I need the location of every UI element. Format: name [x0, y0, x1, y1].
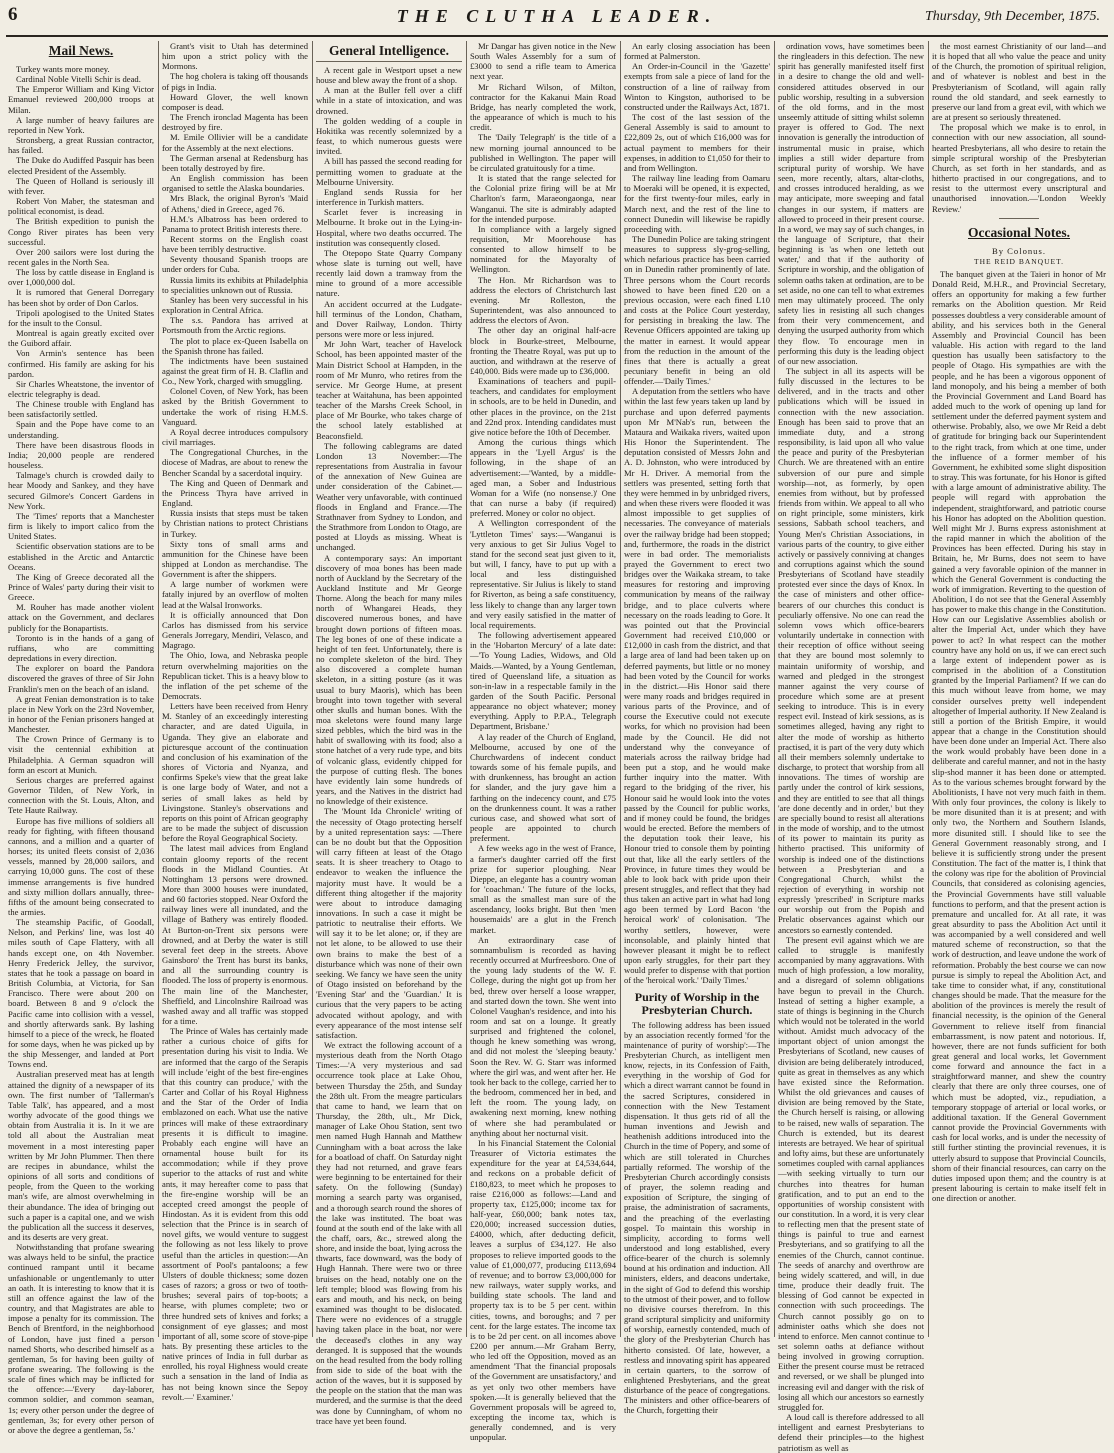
paragraph: Examinations of teachers and pupil-teachers, and candidates for employment in schools, are to be held in Dunedin, and other places in the province, on the 21st and 22nd prox. Intending candidates must give notice before the 10th of December.: [470, 376, 616, 437]
mail-news-continued: [162, 41, 308, 1402]
paragraph: M. Emile Ollivier will be a candidate for the Assembly at the next elections.: [162, 132, 308, 153]
paragraph: The following advertisement appeared in the 'Hobarton Mercury' of a late date:—'To Young Ladies, Widows, and Old Maids.—Wanted, by a Young Gentleman, tired of Queensland life, a situation as son-in-law in a respectable family in the garden of the South Pacific. Personal appearance no object whatever; money everything. Apply to P.P.A., Telegraph Department, Brisbane.': [470, 630, 616, 732]
paragraph: A deputation from the settlers who have within the last few years taken up land by purchase and upon deferred payments upon Mr M'Nab's run, between the Mataura and Waikaka rivers, waited upon His Honor the Superintendent. The deputation consisted of Messrs John and A. D. Johnston, who were introduced by Mr H. Driver. A memorial from the settlers was presented, setting forth that they were hemmed in by unbridged rivers, and when these rivers were flooded it was almost impossible to get supplies of necessaries. The conveyance of materials over the railway bridge had been stopped; and, furthermore, the roads in the district were in bad order. The memorialists prayed the Government to erect two bridges over the Waikaka stream, to take measures for restoring and improving communication by means of the railway bridge, and to place culverts where necessary on the roads leading to Gore. It was pointed out that the Provincial Government had received £10,000 or £12,000 in cash from the district, and that a large area of land had been taken up on deferred payments, but little or no money had been voted by the Council for works in the district.—His Honor said there were many roads and bridges required in various parts of the Province, and of course the Executive could not execute works, for which no provision had been made by the Council. He did not understand why the conveyance of materials across the railway bridge had been put a stop, and he would make further inquiry into the matter. With regard to the bridging of the river, his Honour said he would look into the votes passed by the Council for public works, and if money could be found, the bridges would be erected. Before the members of the deputation took their leave, his Honour tried to console them by pointing out that, like all the early settlers of the Province, in future times they would be able to look back with pride upon their present struggles, and reflect that they had thus taken an active part in what had long ago been termed by Lord Bacon 'the heroical work' of colonisation. 'The worthy settlers, however, were inconsolable, and plainly hinted that however pleasant it might be to reflect upon early struggles, for their part they would prefer to dispense with that portion of the 'heroical work.' 'Daily Times.': [624, 386, 770, 986]
paragraph: The Hon. Mr Richardson was to address the electors of Christchurch last evening. Mr Rolleston, the Superintendent, was also announced to address the electors of Avon.: [470, 274, 616, 326]
paragraph: The 'Mount Ida Chronicle' writing of the necessity of Otago protecting herself by a united representation says: —There can be no doubt but that the Opposition will carry fifteen at least of the Otago seats. It is sheer treachery to Otago to endeavor to weaken the influence the majority must have. It would be a different thing altogether if the majority were about to introduce damaging innovations. In such a case it might be patriotic to neutralise their efforts. We will say it to be let alone; or, if they are not let alone, to be allowed to use their own brains to make the best of a disturbance which was none of their own seeking. We fancy we have seen the unity of Otago insisted on beforehand by the 'Evening Star' and the 'Guardian.' It is curious that the very papers to be acting advocated without apology, and with every appearance of the most intense self satisfaction.: [316, 806, 462, 1040]
paragraph: An extraordinary case of somnambulism is recorded as having recently occurred at Murfreesboro. One of the young lady students of the W. F. College, during the night got up from her bed, threw over herself a loose wrapper, and started down the town. She went into Colonel Vaughan's residence, and into his room and sat on a lounge. It greatly surprised and frightened the colonel, though he knew something was wrong, and did not molest the 'sleeping beauty.' Soon the Rev. W. G. Starr was informed where the girl was, and went after her. He took her back to the college, carried her to the bedroom, commenced her in bed, and left the room. The young lady, on awakening next morning, knew nothing of where she had perambulated or anything about her nocturnal visit.: [470, 934, 616, 1138]
paragraph: The 'Daily Telegraph' is the title of a new morning journal announced to be published in Wellington. The paper will be circulated gratuitously for a time.: [470, 132, 616, 173]
paragraph: In his Financial Statement the Colonial Treasurer of Victoria estimates the expenditure for the year at £4,534,644, and reckons on a probable deficit of £180,823, to meet which he proposes to raise £216,000 as follows:—Land and property tax, £125,000; income tax for half-year, £60,000; bank notes tax, £20,000; increased succession duties, £4000, which, after deducting deficit, leaves a surplus of £34,127. He also proposes to relieve imported goods to the value of £1,000,077, producing £113,694 of revenue; and to borrow £3,000,000 for new railways, water supply works, and building state schools. The land and property tax is to be 5 per cent. within cities, towns, and boroughs; and 7 per cent. for the large estates. The income tax is to be 2d per cent. on all incomes above £200 per annum.—Mr Graham Berry, who led off the Opposition, moved as an amendment 'That the financial proposals of the Government are unsatisfactory,' and as yet only two other members have spoken.—It is generally believed that the Government proposals will be agreed to, excepting the income tax, which is generally condemned, and is very unpopular.: [470, 1137, 616, 1443]
column-2: [162, 41, 308, 1402]
paragraph: It is officially announced that Don Carlos has dismissed from his service Generals Jorregary, Mendiri, Velasco, and Magrago.: [162, 609, 308, 651]
paragraph: The plot to place ex-Queen Isabella on the Spanish throne has failed.: [162, 335, 308, 356]
paragraph: It is rumored that General Dorregary has been shot by order of Don Carlos.: [8, 287, 154, 308]
paragraph: The s.s. Pandora has arrived at Portsmouth from the Arctic regions.: [162, 315, 308, 336]
paragraph: A lay reader of the Church of England, Melbourne, accused by one of the Churchwardens of indecent conduct towards some of his female pupils, and with drunkenness, has brought an action for slander, and the jury gave him a farthing on the indecency count, and £75 on the drunkenness count. It was a rather curious case, and showed what sort of people are appointed to church preferment.: [470, 731, 616, 844]
paragraph: The explorer on board the Pandora discovered the graves of three of Sir John Franklin's men on the beach of an island.: [8, 663, 154, 694]
paragraph: Recent storms on the English coast have been terribly destructive.: [162, 233, 308, 255]
paragraph: Over 200 sailors were lost during the recent gales in the North Sea.: [8, 246, 154, 267]
paragraph: Sixty tons of small arms and ammunition for the Chinese have been shipped at London as merchandise. The Government is after the shippers.: [162, 538, 308, 580]
paragraph: Serious charges are preferred against Governor Tilden, of New York, in connection with the St. Louis, Alton, and Tete Haute Railway.: [8, 774, 154, 816]
mail-news-body: [8, 64, 154, 1435]
paragraph: The Queen of Holland is seriously ill with fever.: [8, 175, 154, 196]
paragraph: We extract the following account of a mysterious death from the North Otago Times:—'A very mysterious and sad occurrence took place at Lake Ohou, between Thursday the 25th, and Sunday the 28th ult. From the meagre particulars that came to hand, we learn that on Thursday, the 28th, ult., Mr Dick, manager of Lake Ohou Station, sent two men named Hugh Hannah and Matthew Cunningham with a boat across the lake for a boatload of chaff. On Saturday night they had not returned, and grave fears were beginning to be entertained for their safety. On the following (Sunday) morning a search party was organised, and a thorough search round the shores of the lake was instituted. The boat was found at the south end of the lake with all the chaff, oars, &c., strewed along the shore, and inside the boat, lying across the thwarts, face downward, was the body of Hugh Hannah. There were two or three bruises on the head, notably one on the left temple; blood was flowing from his ears and mouth, and his neck, on being examined was thought to be dislocated. There were no evidences of a struggle having taken place in the boat, nor were the deceased's clothes in any way deranged. It is supposed that the wounds on the head resulted from the body rolling from side to side of the boat with the action of the waves, but it is supposed by the people on the station that the man was murdered, and the surmise is that the deed was done by Cunningham, of whom no trace have yet been found.: [316, 1040, 462, 1426]
paragraph: The loss by cattle disease in England is over 1,000,000 dol.: [8, 267, 154, 288]
paragraph: It is stated that the range selected for the Colonial prize firing will be at Mr Charlton's farm, Maraeongaonga, near Wanganui. The site is admirably adapted for the intended purpose.: [470, 173, 616, 224]
general-intelligence-body: [316, 65, 462, 1426]
general-intelligence-heading: General Intelligence.: [316, 41, 462, 62]
column-3: [316, 41, 462, 1426]
paragraph: The following cablegrams are dated London 13 November:—The representations from Australia in favour of the annexation of New Guinea are under consideration of the Cabinet.—Weather very unfavorable, with continued floods in England and France.—The Strathnaver from Sydney to London, and the Strathmore from London to Otago, are posted at Lloyds as missing. Wheat is unchanged.: [316, 440, 462, 553]
paragraph: An accident occurred at the Ludgate-hill terminus of the London, Chatham, and Dover Railway, London. Thirty persons were more or less injured.: [316, 298, 462, 340]
purity-of-worship-body: [624, 1020, 770, 1416]
paragraph: The British expedition to punish the Congo River pirates has been very successful.: [8, 216, 154, 247]
paragraph: A few weeks ago in the west of France, a farmer's daughter carried off the first prize for superior ploughing. Near Dieppe, an elegante has a country woman for 'coachman.' The future of the locks, small as the smallest man sure of the ascendancy, looks bright. But then 'men housemaids' are a glut in the French market.: [470, 843, 616, 935]
occasional-notes-heading: Occasional Notes.: [968, 224, 1070, 240]
purity-of-worship-continued: [778, 41, 924, 1453]
paragraph: Mr Dangar has given notice in the New South Wales Assembly for a sum of £3000 to send a rifle team to America next year.: [470, 41, 616, 82]
column-rule: [466, 41, 467, 1337]
column-rule: [774, 41, 775, 1337]
paragraph: Stanley has been very successful in his exploration in Central Africa.: [162, 294, 308, 316]
paragraph: Notwithstanding that profane swearing was always held to be sinful, the practice continued rampant until it became unfashionable or ungentlemanly to utter an oath. It is interesting to know that it is still an offence against the law of the country, and that Magistrates are able to impose a penalty for its commission. The Bench of Brentford, in the neighborhood of London, have just fined a person named Shorts, who described himself as a gentleman, 5s for having been guilty of profane swearing. The following is the scale of fines which may be inflicted for the offence:—'Every day-laborer, common soldier, and common seaman, 1s; every other person under the degree of gentleman, 3s; for every other person of or above the degree a gentleman, 5s.': [8, 1242, 154, 1435]
paragraph: The Prince of Wales has certainly made rather a curious choice of gifts for presentation during his visit to India. We are informed that the cargo of the Serapis will include 'eight of the best fire-engines that this country can produce,' with the Carter and Collar of his Royal Highness and the Star of the Order of India emblazoned on each. What use the native princes will make of these extraordinary presents it is difficult to imagine. Probably each engine will have an ornamental house built for its accommodation; while if they prove superior to the attacks of rust and white ants, it may hereafter come to pass that the fire-engine worship will be an accepted creed amongst the people of Hindostan. As it is evident from this odd selection that the Prince is in search of novel gifts, we would venture to suggest the following as not less likely to prove useful than the articles in question:—An assortment of Pool's pantaloons; a few Ulsters of double thickness; some dozen cases of razors; a gross or two of tooth-brushes; several pairs of top-boots; a hearse, with plumes complete; two or three hundred sets of knives and forks; a consignment of eye glasses; and most important of all, some score of stove-pipe hats. By presenting these articles to the native princes of India in full durbar as enrolled, his royal Highness would create such a sensation in the land of India as has not being known since the Sepoy revolt.—' Examiner.': [162, 1026, 308, 1402]
paragraph: The present evil against which we are called to struggle is manifestly accompanied by many aggravations. With much of high profession, a low morality, and a disregard of solemn obligations have begun to prevail in the Church. Instead of setting a higher example, a state of things is beginning in the Church which would not be tolerated in the world without. Amidst much advocacy of the important object of union amongst the Presbyterians of Scotland, new causes of division are being deliberately introduced, quite as great in themselves as any which have existed since the Reformation. Whilst the old grievances and causes of division are being removed by the State, the Church herself is raising, or allowing to be raised, new walls of separation. The Church is extended, but its dearest interests are betrayed. We hear of spiritual and lofty aims, but these are unfortunately sometimes coupled with carnal appliances—with seeking virtually to turn our churches into theatres for human gratification, and to put an end to the opportunities of worship consistent with our constitution. In a word, it is very clear to reflecting men that the present state of things is painful to true and earnest Presbyterians, and so gratifying to all the enemies of the Church, cannot continue. The seeds of anarchy and overthrow are being widely scattered, and will, in due time, produce their deadly fruit. The blessing of God cannot be expected in connection with such proceedings. The Church cannot possibly go on to administer oaths which she does not intend to enforce. Men cannot continue to set solemn oaths at defiance without being involved in growing corruption. Either the present course must be retraced and reversed, or we shall be plunged into increasing evil and danger with the risk of losing all which our ancestors so earnestly struggled for.: [778, 934, 924, 1412]
paragraph: A large number of workmen were fatally injured by an overflow of molten lead at the Walsal Ironworks.: [162, 579, 308, 610]
column-rule: [312, 41, 313, 1337]
paragraph: There have been disastrous floods in India; 20,000 people are rendered houseless.: [8, 439, 154, 471]
paragraph: A great Fenian demonstration is to take place in New York on the 23rd November, in honor of the Fenian prisoners hanged at Manchester.: [8, 693, 154, 735]
paragraph: Colonel Coven, of New York, has been asked by the British Government to undertake the work of rising H.M.S. Vanguard.: [162, 386, 308, 427]
paragraph: Montreal is again greatly excited over the Guibord affair.: [8, 328, 154, 349]
paragraph: Sir Charles Wheatstone, the inventor of electric telegraphy is dead.: [8, 378, 154, 399]
paragraph: Tripoli apologised to the United States for the insult to the Consul.: [8, 307, 154, 328]
paragraph: The Ohio, Iowa, and Nebraska people return overwhelming majorities on the Republican ticket. This is a heavy blow to the inflation of the pet scheme of the Democrats.: [162, 650, 308, 701]
paragraph: Robert Von Maber, the statesman and political economist, is dead.: [8, 196, 154, 217]
paragraph: In compliance with a largely signed requisition, Mr Moorehouse has consented to allow himself to be nominated for the Mayoralty of Wellington.: [470, 223, 616, 275]
paragraph: Scientific observation stations are to be established in the Arctic and Antarctic Oceans.: [8, 541, 154, 572]
column-7: [932, 41, 1106, 1337]
paragraph: The subject in all its aspects will be fully discussed in the lectures to be delivered, and in the tracts and other publications which will be issued in connection with the new association. Enough has been said to prove that an immediate duty, and a strong responsibility, is laid upon all who value the peace and purity of the Presbyterian Church. We are threatened with an entire subversion of our pure and simple worship—not, as formerly, by open enemies from without, but by professed friends from within. We appeal to all who on right principle, some ministers, kirk sessions, Sabbath school teachers, and Young Men's Christian Associations, in various parts of the country, to give either actively or passively conniving at changes and corruptions against which the sound Presbyterians of Scotland have steadily protested ever since the days of Knox. In the case of ministers and other office-bearers of our churches this conduct is peculiarly offensive. No one can read the solemn vows which office-bearers voluntarily undertake in connection with their reception of office without seeing that they are bound most solemnly to maintain uniformity of worship, and warned and pledged in the strongest manner against the very course of procedure which some are at present seeking to introduce. This is in every respect evil. Instead of kirk sessions, as is sometimes alleged, having any right to alter the mode of worship as hitherto practised, it is part of the very duty which all their members solemnly undertake to discharge, to protect that worship from all innovations. The times of worship are partly under the control of kirk sessions, and they are entitled to see that all things 'are done decently and in order,' but they are specially bound to resist all alterations in the mode of worship, and to the utmost of its power to maintain its purity as hitherto practised. This uniformity of worship is indeed one of the distinctions between a Presbyterian and a Congregational Church, whilst the rejection of everything in worship not expressly 'prescribed' in Scripture marks our worship out from the Popish and Prelatic observances against which our ancestors so earnestly contended.: [778, 366, 924, 935]
paragraph: The hog cholera is taking off thousands of pigs in India.: [162, 71, 308, 92]
paragraph: The banquet given at the Taieri in honor of Mr Donald Reid, M.H.R., and Provincial Secretary, offers an opportunity for making a few further remarks on the Abolition question. Mr Reid possesses doubtless a very considerable amount of ability, and his services both in the General Assembly and Provincial Council has been valuable. His action with regard to the land question has usually been satisfactory to the people of Otago. His sympathies are with the people, and he has been a vigorous opponent of land monopoly, and his being a member of both the Provincial Government and Land Board has added much to the work of opening up land for settlement under the deferred payment system and otherwise. Probably, also, we owe Mr Reid a debt of gratitude for bringing back our Superintendent to the right track, from which at one time, under the influence of a former member of his Government, he exhibited some slight disposition to stray. This was fortunate, for his Honor is gifted with a large amount of administrative ability. The people will regard with approbation the independent, straightforward, and patriotic course his Honor has adopted on the Abolition question. Well might Mr J. Burns express astonishment at the rapid manner in which the abolition of the Provinces has been effected. During his stay in Britain, he, Mr Burns, does not seem to have gained a very favorable opinion of the manner in which the General Government is conducting the work of immigration. Reverting to the question of Abolition, I do not see that the General Assembly has power to make this change in the Constitution. How can our Legislative Assemblies abolish or alter the Imperial Act, under which they have power to act? In what respect can the mother country have any hold on us, if we can erect such a large extent of independent power as is comprised in the abolition of a Constitution granted by the Imperial Parliament? If we can do this much without leave from home, we may consider ourselves pretty well independent altogether of Imperial authority. If New Zealand is still a portion of the British Empire, it would appear that a change in the Constitution should have been done under an Imperial Act. There also the work would probably have been done in a deliberate and careful manner, and not in the hasty slip-shod manner it has been done or attempted. As to the various schemes brought forward by the Abolitionists, I have not very much faith in them. With only four provinces, the colony is likely to be more disunited than it is at present; and with only two, the Northern and Southern Islands, more disunited still. I should like to see the General Government reasonably strong, and I believe it is sufficiently strong under the present Constitution. The fact of the matter is, I think that the colony was ripe for the abolition of Provincial Councils, that considered as colonising agencies, the Provincial Governments have still valuable functions to perform, and that the present action is premature and uncalled for. At all rate, it was great absurdity to pass the Abolition Act until it was accompanied by a well considered and well matured scheme of reconstruction, so that the work of destruction, and leave undone the work of reformation. Probably the best course we can now pursue is simply to repeal the Abolition Act, and take time to consider what, if any, constitutional changes should be made. That the measure for the abolition of the provinces is merely the result of financial necessity, is the opinion of the General Government to relieve itself from financial embarrassment, is now patent and notorious. If, however, there are not funds sufficient for both great general and local works, let Government come forward and announce the fact in a straightforward manner, and shew the country clearly that there are only three courses, one of which must be adopted, viz., repudiation, a temporary stoppage of arterial or local works, or additional taxation. If the General Government cannot provide the Provincial Governments with cash for local works, and is under the necessity of still further stinting the provincial revenues, it is utterly absurd to suppose that Provincial Councils, shorn of their financial resources, can carry on the duties imposed upon them; and the country is at present labouring is certain to make itself felt in one direction or another.: [932, 268, 1106, 1204]
paragraph: Stronsberg, a great Russian contractor, has failed.: [8, 135, 154, 156]
page-number: 6: [8, 4, 18, 25]
paragraph: Seventy thousand Spanish troops are under orders for Cuba.: [162, 254, 308, 275]
paragraph: H.M.'s Albatross has been ordered to Panama to protect British interests there.: [162, 213, 308, 234]
paragraph: Mr Richard Wilson, of Milton, contractor for the Kakanui Main Road Bridge, has nearly completed the work, the appearance of which is much to his credit.: [470, 81, 616, 133]
paragraph: The German arsenal at Redensburg has been totally destroyed by fire.: [162, 152, 308, 173]
paragraph: Mrs Black, the original Byron's 'Maid of Athens,' died in Greece, aged 76.: [162, 193, 308, 214]
paragraph: Letters have been received from Henry M. Stanley of an exceedingly interesting character, and are dated Uiguila, in Uganda. They give an elaborate and picturesque account of the continuation and conclusion of his examination of the shores of Victoria and Nyanza, and confirms Speke's view that the great lake is one large body of Water, and not a series of small lakes as held by Livingstone. Stanley's observations and reports on this point of African geography are to be made the subject of discussion before the Royal Geographical Society.: [162, 701, 308, 844]
general-intelligence-continued: [470, 41, 616, 1443]
paragraph: Australian preserved meat has at length attained the dignity of a newspaper of its own. The first number of 'Tallerman's Table Talk', has appeared, and a most worthy advocate of the good things we obtain from Australia it is. In it we are told all about the Australian meat movement in a most interesting paper written by Mr John Plummer. Then there are recipes in abundance, whilst the opinions of all sorts and conditions of people, from the Queen to the working man's wife, are almost overwhelming in their abundance. The idea of bringing out such a paper is a capital one, and we wish the publication all the success it deserves, and its deserts are very great.: [8, 1069, 154, 1242]
paragraph: A recent gale in Westport upset a new house and blew away the front of a shop.: [316, 65, 462, 86]
paragraph: An English commission has been organised to settle the Alaska boundaries.: [162, 173, 308, 194]
column-rule: [158, 41, 159, 1337]
paragraph: A loud call is therefore addressed to all intelligent and earnest Presbyterians to defend their principles—to the highest patriotism as well as: [778, 1412, 924, 1453]
paragraph: The steamship Pacific, of Goodall, Nelson, and Perkins' line, was lost 40 miles south of Cape Flattery, with all hands except one, on 4th November. Henry Frederick Jelley, the survivor, states that he took a passage on board in British Columbia, at Victoria, for San Francisco. There were about 200 on board. Between 8 and 9 o'clock the Pacific came into collision with a vessel, and shortly afterwards sank. By lashing himself to a piece of the wreck, he floated for some days, when he was picked up by the ship Messenger, and landed at Port Towns end.: [8, 917, 154, 1070]
paragraph: Talmage's church is crowded daily to hear Moody and Sankey, and they have secured Gilmore's Concert Gardens in New York.: [8, 470, 154, 511]
paragraph: A man at the Buller fell over a cliff while in a state of intoxication, and was drowned.: [316, 85, 462, 116]
paragraph: A Royal decree introduces compulsory civil marriages.: [162, 426, 308, 448]
column-rule: [928, 41, 929, 1337]
purity-of-worship-end: [932, 41, 1106, 214]
column-6: [778, 41, 924, 1453]
paragraph: The latest mail advices from England contain gloomy reports of the recent floods in the Midland Counties. At Nottingham 13 persons were drowned. More than 3000 houses were inundated, and 60 factories stopped. Near Oxford the railway lines were all inundated, and the village of Bathery was entirely flooded. At Burton-on-Trent six persons were drowned, and at Derby the water is still several feet deep in the streets. Above Gainsboro' the Trent has burst its banks, and all the surrounding country is flooded. The loss of property is enormous. The main line of the Manchester, Sheffield, and Lincolnshire Railroad was washed away and all traffic was stopped for a time.: [162, 843, 308, 1026]
paragraph: The Duke do Audiffed Pasquir has been elected President of the Assembly.: [8, 155, 154, 176]
paragraph: Scarlet fever is increasing in Melbourne. It broke out in the Lying-in-Hospital, where two deaths occurred. The institution was consequently closed.: [316, 207, 462, 248]
paragraph: A contemporary says: An important discovery of moa bones has been made north of Auckland by the Secretary of the Auckland Institute and Mr George Thorne. Along the beach for many miles north of Whangarei Heads, they discovered numerous bones, and have brought down portions of fifteen moas. The leg bones of one of these indicate a height of ten feet. Unfortunately, there is no complete skeleton of the bird. They also discovered a complete human skeleton, in a sitting posture (as it was usual to bury Maoris), which has been brought into town together with several other skulls and human bones. With the moa skeletons were found many large sized pebbles, which the bird was in the habit of swallowing with its food; also a stone hatchet of a very rude type, and bits of volcanic glass, evidently chipped for the purpose of cutting flesh. The bones have evidently lain some hundreds of years, and the Natives in the district had no knowledge of their existence.: [316, 552, 462, 807]
paragraph: An Order-in-Council in the 'Gazette' exempts from sale a piece of land for the construction of a line of railway from Winton to Kingston, authorised to be constructed under the Railways Act, 1871.: [624, 61, 770, 112]
masthead: [0, 0, 1114, 40]
paragraph: The proposal which we make is to enrol, in connection with our new association, all sound-hearted Presbyterians, all who desire to retain the simple scriptural worship of the Presbyterian Church, as set forth in her standards, and as hitherto practised in our congregations, and to resist to the uttermost every unscriptural and unauthorised innovation.—'London Weekly Review.': [932, 122, 1106, 214]
paragraph: The Emperor William and King Victor Emanuel reviewed 200,000 troops at Milan.: [8, 84, 154, 115]
subheading: THE REID BANQUET.: [974, 256, 1064, 266]
column-1: [8, 41, 154, 1435]
paragraph: The King and Queen of Denmark and the Princess Thyra have arrived in England.: [162, 477, 308, 509]
column-4: [470, 41, 616, 1443]
paragraph: Howard Glover, the well known composer is dead.: [162, 91, 308, 112]
general-intelligence-end: [624, 41, 770, 986]
paragraph: The Crown Prince of Germany is to visit the centennial exhibition at Philadelphia. A German squadron will form an escort at Munich.: [8, 734, 154, 775]
paragraph: Grant's visit to Utah has determined him upon a strict policy with the Mormons.: [162, 41, 308, 72]
issue-date: Thursday, 9th December, 1875.: [925, 9, 1100, 24]
paragraph: ordination vows, have sometimes been the ringleaders in this defection. The new spirit has generally manifested itself first in a desire to change the old and well-considered attitudes observed in our public worship, resulting in a subversion of the old forms, and in the most unseemly attitude of sitting whilst solemn prayer is offered to God. The next innovation is generally the introduction of instrumental music in praise, which implies a still wider departure from scriptural purity of worship. We have seen, more recently, altars, altar-cloths, and crosses introduced heralding, as we may anticipate, more sweeping and fatal changes in our system, if matters are allowed to proceed in their present course. In a word, we may say of such changes, in the language of Scripture, that their beginning is 'as when one letteth out water,' and that if the authority of Scripture in worship, and the obligation of solemn oaths taken at ordination, are to be set aside, no one can tell to what extremes men may ultimately proceed. The only safety lies in resisting all such changes from their very commencement, and denying the usurped authority from which they flow. To encourage men in performing this duty is the leading object of our new association.: [778, 41, 924, 366]
masthead-rule: [6, 35, 1108, 37]
occasional-notes-body: [932, 269, 1106, 1203]
mail-news-heading: Mail News.: [48, 43, 114, 58]
paragraph: M. Rouher has made another violent attack on the Government, and declares publicly for the Bonapartists.: [8, 602, 154, 633]
paragraph: Among the curious things which appears in the 'Lyell Argus' is the following, in the shape of an advertisement:—'Wanted, by a middle-aged man, a Sober and Industrious Woman for a Wife (no nonsense.)' One that can nurse a baby (if required) preferred. Money or color no object.: [470, 437, 616, 519]
paragraph: England sends Russia for her interference in Turkish matters.: [316, 186, 462, 208]
paragraph: Mr John Wart, teacher of Havelock School, has been appointed master of the Main District School at Hampden, in the room of Mr Munro, who retires from the service. Mr George Hume, at present teacher at Waitahuna, has been appointed teacher of the Marshs Creek School, in place of Mr Bourke, who takes charge of the school lately established at Beaconsfield.: [316, 339, 462, 441]
paragraph: A large number of heavy failures are reported in New York.: [8, 114, 154, 135]
paragraph: The other day an original half-acre block in Bourke-street, Melbourne, fronting the Theatre Royal, was put up to auction, and withdrawn at the reserve of £40,000. Bids were made up to £36,000.: [470, 325, 616, 376]
column-rule: [620, 41, 621, 1337]
paragraph: Cardinal Noble Vitelli Schir is dead.: [16, 74, 141, 85]
paragraph: The 'Times' reports that a Manchester firm is likely to import calico from the United States.: [8, 510, 154, 542]
paragraph: The indictments have been sustained against the great firm of H. B. Claflin and Co., New York, charged with smuggling.: [162, 355, 308, 387]
paragraph: The golden wedding of a couple in Hokitika was recently solemnized by a feast, to which numerous guests were invited.: [316, 115, 462, 157]
paragraph: The French ironclad Magenta has been destroyed by fire.: [162, 112, 308, 133]
paragraph: Europe has five millions of soldiers all ready for fighting, with fifteen thousand cannons, and a million and a quarter of horses; its united fleets consist of 2,036 vessels, manned by 28,000 sailors, and carrying 10,000 guns. The cost of these immense arrangements is five hundred and sixty million dollars annually, three-fifths of the amount being consecrated to the armies.: [8, 815, 154, 917]
paragraph: Russia insists that steps must be taken by Christian nations to protect Christians in Turkey.: [162, 508, 308, 539]
column-5: [624, 41, 770, 1416]
paragraph: The following address has been issued by an association recently formed 'for the maintenance of purity of worship':—The Presbyterian Church, as intelligent men know, rejects, in its Confession of Faith, everything in the worship of God for which a direct warrant cannot be found in the sacred Scriptures, considered in connection with the New Testament dispensation. It thus gets rid of all the human inventions and Jewish and heathenish additions introduced into the Church in the time of Popery, and some of which are still tolerated in Churches partially reformed. The worship of the Presbyterian Church accordingly consists of prayer, the solemn reading and exposition of Scripture, the singing of praise, the administration of sacraments, and the preaching of the everlasting gospel. To maintain this worship in simplicity, according to forms well understood and long established, every office-bearer of the church is solemnly bound at his ordination and induction. All ministers, elders, and deacons undertake, in the sight of God to defend this worship to the utmost of their power, and to follow no divisive courses therefrom. In this grand scriptural simplicity and uniformity of worship, earnestly contended, much of the glory of the Presbyterian Church has hitherto consisted. Of late, however, a restless and innovating spirit has appeared in certain quarters, to the sorrow of enlightened Presbyterians, and the great disturbance of the peace of congregations. The ministers and other office-bearers of the Church, forgetting their: [624, 1019, 770, 1416]
paragraph: The Congregational Churches, in the diocese of Madras, are about to renew the Bencher Scandal by a sacerdotal inquiry.: [162, 447, 308, 478]
paragraph: The railway line leading from Oamaru to Moeraki will be opened, it is expected, for the first twenty-four miles, early in March next, and the rest of the line to connect Dunedin will likewise be rapidly proceeding with.: [624, 173, 770, 234]
paper-name: THE CLUTHA LEADER.: [396, 6, 718, 26]
paragraph: Turkey wants more money.: [16, 64, 110, 74]
paragraph: The cost of the last session of the General Assembly is said to amount to £22,809 2s, out of which £16,000 was for actual payment to members for their expenses, in addition to £1,050 for their to and from Wellington.: [624, 112, 770, 173]
paragraph: The King of Greece decorated all the Prince of Wales' party during their visit to Greece.: [8, 571, 154, 603]
paragraph: Toronto is in the hands of a gang of ruffians, who are committing depredations in every direction.: [8, 632, 154, 664]
paragraph: Russia limits its exhibits at Philadelphia to specialities unknown out of Russia.: [162, 274, 308, 295]
paragraph: The Otepopo State Quarry Company whose slate is turning out well, have recently laid down a tramway from the mine to ground of a more accessible nature.: [316, 247, 462, 299]
paragraph: the most earnest Christianity of our land—and it is hoped that all who value the peace and unity of the Church, the promotion of spiritual religion, and of whatever is noblest and best in the Presbyterianism of Scotland, will again rally round the old standard, and seek earnestly to preserve our land from a great evil, with which we are at present so seriously threatened.: [932, 41, 1106, 123]
paragraph: Spain and the Pope have come to an understanding.: [8, 419, 154, 440]
article-divider: [999, 218, 1039, 219]
paragraph: An early closing association has been formed at Palmerston.: [624, 41, 770, 62]
paragraph: Von Armin's sentence has been confirmed. His family are asking for his pardon.: [8, 348, 154, 379]
paragraph: A Wellington correspondent of the 'Lyttleton Times' says:—'Wanganui is very anxious to get Sir Julius Vogel to stand for the second seat just given to it, but will, I fancy, have to put up with a local and less distinguished representative. Sir Julius is likely to stand for Riverton, as being a safe constituency, less likely to change than any larger town and very easily satisfied in the matter of local requirements.: [470, 518, 616, 630]
paragraph: The Chinese trouble with England has been satisfactorily settled.: [8, 399, 154, 420]
byline: By Colonus.: [992, 245, 1046, 256]
paragraph: A bill has passed the second reading for permitting women to graduate at the Melbourne University.: [316, 156, 462, 187]
paragraph: The Dunedin Police are taking stringent measures to suppress sly-grog-selling, which nefarious practice has been carried on in Dunedin rather prominently of late. Three persons whom the Court records showed to have been fined £20 on a previous occasion, were each fined L10 and costs at the Police Court yesterday, for persisting in breaking the law. The Revenue Officers appointed are taking up the matter in earnest. It would appear from the reduction in the amount of the fines that there is actually a great pecuniary benefit in being an old offender.—'Daily Times.': [624, 233, 770, 387]
purity-of-worship-heading: Purity of Worship in the Presbyterian Church.: [634, 989, 760, 1017]
